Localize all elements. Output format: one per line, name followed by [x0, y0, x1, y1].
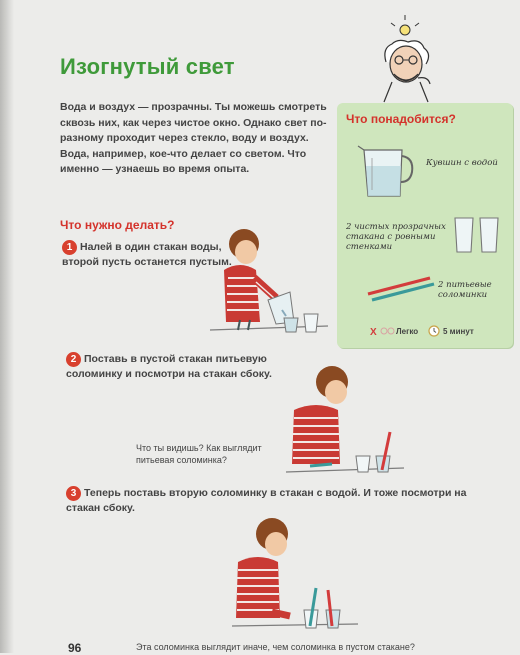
pitcher-label: Кувшин с водой [426, 158, 498, 168]
intro-paragraph: Вода и воздух — прозрачны. Ты можешь смотреть сквозь них, как через чистое окно. Однако свет по-разному проходит через стекло, воду и воздух. Вода, например, кое-что делает со светом. Что именно — узнаешь во время опыта. [60, 101, 327, 175]
step-3-caption: Эта соломинка выглядит иначе, чем соломинка в пустом стакане? [136, 642, 415, 652]
step-2-number: 2 [66, 352, 81, 367]
step-2-text: Поставь в пустой стакан питьевую соломинку и посмотри на стакан сбоку. [66, 353, 272, 380]
step-3-text: Теперь поставь вторую соломинку в стакан с водой. И тоже посмотри на стакан сбоку. [66, 487, 467, 514]
materials-heading: Что понадобится? [346, 112, 456, 126]
straws-icon [364, 274, 436, 304]
boy-two-glasses-illustration [232, 516, 362, 634]
boy-pouring-illustration [210, 226, 330, 338]
straws-label: 2 питьевые соломинки [438, 280, 492, 300]
step-1-number: 1 [62, 240, 77, 255]
glasses-icon [452, 214, 504, 254]
difficulty-label: Легко [396, 327, 419, 336]
difficulty-icon [370, 326, 394, 336]
clock-icon [428, 325, 440, 337]
time-label: 5 минут [443, 327, 474, 336]
step-3-number: 3 [66, 486, 81, 501]
page-number: 96 [68, 641, 82, 655]
scientist-mascot-icon [378, 18, 448, 102]
page-title: Изогнутый свет [60, 54, 235, 79]
boy-observing-glass-illustration [286, 362, 406, 480]
pitcher-icon [356, 144, 416, 200]
step-3 [66, 486, 476, 516]
glasses-label: 2 чистых прозрачных стакана с ровными стенками [346, 222, 446, 252]
step-2 [66, 352, 302, 382]
instructions-heading: Что нужно делать? [60, 218, 175, 232]
page-gutter-shadow [0, 0, 14, 653]
step-1-text: Налей в один стакан воды, второй пусть останется пустым. [62, 241, 232, 268]
svg-text:X: X [370, 327, 377, 338]
step-2-caption: Что ты видишь? Как выглядит питьевая соломинка? [136, 443, 262, 465]
